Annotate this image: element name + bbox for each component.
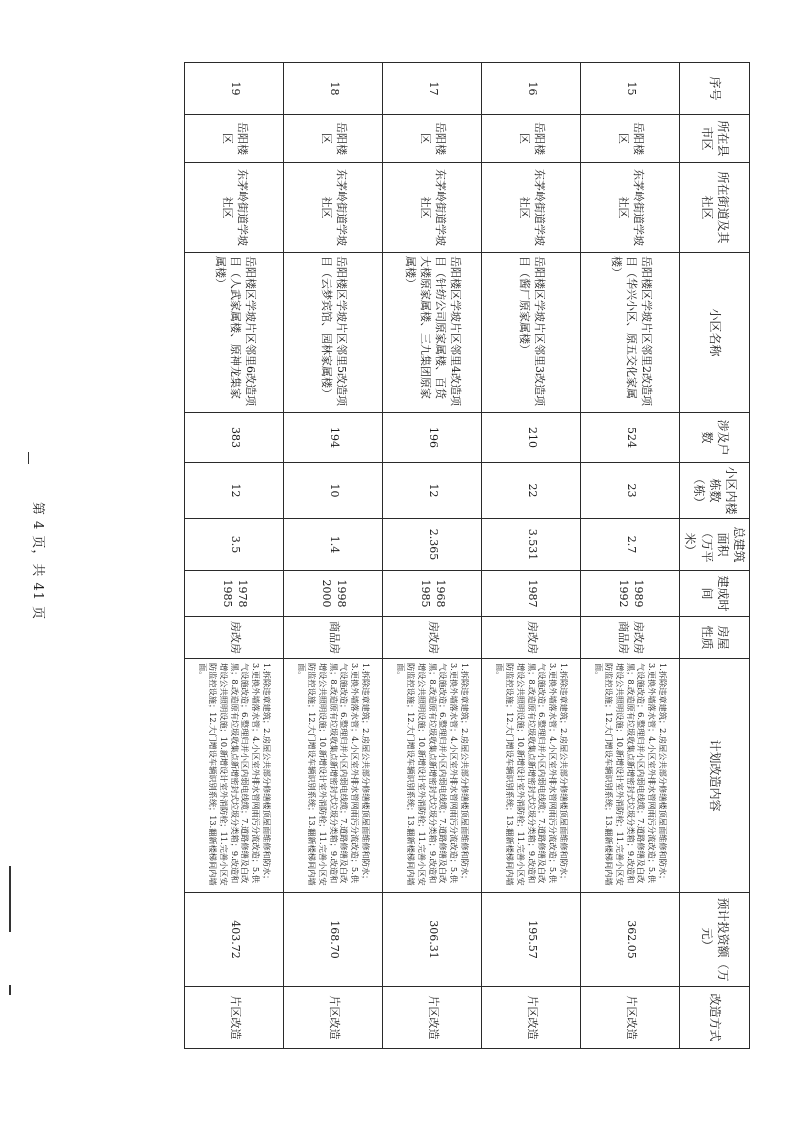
cell-built: 1998 2000 bbox=[284, 571, 383, 617]
scan-mark bbox=[9, 985, 11, 995]
cell-plan: 1.拆除违章建筑；2.房屋公共部分修缮楼顶屋面维修和防水；3.更换外墙落水管；4.小区室外排水管网雨污分流改造；5.供气设施改造；6.整理归并小区内弱电线缆；7.道路修缮及白改黑；8.改造原有垃圾收集点新增密封式垃圾分类箱；9.改造和增设公共照明设施；10.新增设计室外消防栓；11.完善小区安防监控设施；12.大门增设车辆识别系统；13.翻新楼梯间内墙面。 bbox=[581, 659, 680, 893]
cell-nature: 商品房 bbox=[284, 617, 383, 659]
cell-households: 196 bbox=[383, 413, 482, 463]
cell-investment: 403.72 bbox=[185, 893, 284, 987]
cell-buildings: 12 bbox=[383, 463, 482, 519]
cell-households: 383 bbox=[185, 413, 284, 463]
cell-nature: 房改房 bbox=[383, 617, 482, 659]
cell-nature: 房改房 bbox=[185, 617, 284, 659]
cell-area: 3.5 bbox=[185, 519, 284, 571]
cell-area: 1.4 bbox=[284, 519, 383, 571]
cell-seq: 15 bbox=[581, 63, 680, 115]
header-seq: 序号 bbox=[680, 63, 750, 115]
cell-method: 片区改造 bbox=[383, 987, 482, 1049]
cell-county: 岳阳楼区 bbox=[383, 115, 482, 163]
cell-street: 东茅岭街道学坡社区 bbox=[482, 163, 581, 253]
cell-investment: 306.31 bbox=[383, 893, 482, 987]
header-name: 小区名称 bbox=[680, 253, 750, 413]
table-header-row bbox=[680, 63, 750, 1049]
cell-method: 片区改造 bbox=[284, 987, 383, 1049]
cell-built: 1989 1992 bbox=[581, 571, 680, 617]
scan-mark bbox=[28, 452, 29, 464]
cell-investment: 195.57 bbox=[482, 893, 581, 987]
cell-nature: 房改房商品房 bbox=[581, 617, 680, 659]
cell-plan: 1.拆除违章建筑；2.房屋公共部分修缮楼顶屋面维修和防水；3.更换外墙落水管；4.小区室外排水管网雨污分流改造；5.供气设施改造；6.整理归并小区内弱电线缆；7.道路修缮及白改黑；8.改造原有垃圾收集点新增密封式垃圾分类箱；9.改造和增设公共照明设施；10.新增设计室外消防栓；11.完善小区安防监控设施；12.大门增设车辆识别系统；13.翻新楼梯间内墙面。 bbox=[383, 659, 482, 893]
cell-households: 210 bbox=[482, 413, 581, 463]
cell-plan: 1.拆除违章建筑；2.房屋公共部分修缮楼顶屋面维修和防水；3.更换外墙落水管；4.小区室外排水管网雨污分流改造；5.供气设施改造；6.整理归并小区内弱电线缆；7.道路修缮及白改黑；8.改造原有垃圾收集点新增密封式垃圾分类箱；9.改造和增设公共照明设施；10.新增设计室外消防栓；11.完善小区安防监控设施；12.大门增设车辆识别系统；13.翻新楼梯间内墙面。 bbox=[482, 659, 581, 893]
cell-street: 东茅岭街道学坡社区 bbox=[383, 163, 482, 253]
scan-mark bbox=[9, 866, 11, 932]
cell-street: 东茅岭街道学坡社区 bbox=[284, 163, 383, 253]
cell-county: 岳阳楼区 bbox=[482, 115, 581, 163]
table-row bbox=[284, 63, 383, 1049]
header-plan: 计划改造内容 bbox=[680, 659, 750, 893]
cell-investment: 168.70 bbox=[284, 893, 383, 987]
cell-area: 3.531 bbox=[482, 519, 581, 571]
cell-investment: 362.05 bbox=[581, 893, 680, 987]
table-body bbox=[185, 63, 680, 1049]
cell-name: 岳阳楼区学坡片区邻里4改造项目（针纺公司原家属楼、百货大楼原家属楼、三九集团原家属楼） bbox=[383, 253, 482, 413]
cell-county: 岳阳楼区 bbox=[185, 115, 284, 163]
cell-plan: 1.拆除违章建筑；2.房屋公共部分修缮楼顶屋面维修和防水；3.更换外墙落水管；4.小区室外排水管网雨污分流改造；5.供气设施改造；6.整理归并小区内弱电线缆；7.道路修缮及白改黑；8.改造原有垃圾收集点新增密封式垃圾分类箱；9.改造和增设公共照明设施；10.新增设计室外消防栓；11.完善小区安防监控设施；12.大门增设车辆识别系统；13.翻新楼梯间内墙面。 bbox=[284, 659, 383, 893]
cell-seq: 18 bbox=[284, 63, 383, 115]
cell-method: 片区改造 bbox=[482, 987, 581, 1049]
cell-plan: 1.拆除违章建筑；2.房屋公共部分修缮楼顶屋面维修和防水；3.更换外墙落水管；4.小区室外排水管网雨污分流改造；5.供气设施改造；6.整理归并小区内弱电线缆；7.道路修缮及白改黑；8.改造原有垃圾收集点新增密封式垃圾分类箱；9.改造和增设公共照明设施；10.新增设计室外消防栓；11.完善小区安防监控设施；12.大门增设车辆识别系统；13.翻新楼梯间内墙面。 bbox=[185, 659, 284, 893]
header-investment: 预计投资额（万元） bbox=[680, 893, 750, 987]
cell-built: 1987 bbox=[482, 571, 581, 617]
header-nature: 房屋性质 bbox=[680, 617, 750, 659]
header-buildings: 小区内楼栋数（栋） bbox=[680, 463, 750, 519]
cell-seq: 16 bbox=[482, 63, 581, 115]
cell-buildings: 12 bbox=[185, 463, 284, 519]
renovation-table bbox=[184, 62, 750, 1049]
cell-street: 东茅岭街道学坡社区 bbox=[185, 163, 284, 253]
cell-built: 1968 1985 bbox=[383, 571, 482, 617]
cell-seq: 19 bbox=[185, 63, 284, 115]
cell-name: 岳阳楼区学坡片区邻里5改造项目（云梦宾馆、园林家属楼） bbox=[284, 253, 383, 413]
header-area: 总建筑面积（万平米） bbox=[680, 519, 750, 571]
cell-street: 东茅岭街道学坡社区 bbox=[581, 163, 680, 253]
table-row bbox=[581, 63, 680, 1049]
cell-name: 岳阳楼区学坡片区邻里6改造项目（人武家属楼、原神龙集家属楼） bbox=[185, 253, 284, 413]
cell-area: 2.7 bbox=[581, 519, 680, 571]
cell-buildings: 10 bbox=[284, 463, 383, 519]
table-row bbox=[383, 63, 482, 1049]
cell-county: 岳阳楼区 bbox=[581, 115, 680, 163]
page-footer: 第 4 页，共 41 页 bbox=[30, 501, 45, 621]
cell-households: 524 bbox=[581, 413, 680, 463]
header-built: 建成时间 bbox=[680, 571, 750, 617]
cell-name: 岳阳楼区学坡片区邻里3改造项目（酱厂原家属楼） bbox=[482, 253, 581, 413]
cell-nature: 房改房 bbox=[482, 617, 581, 659]
cell-households: 194 bbox=[284, 413, 383, 463]
cell-seq: 17 bbox=[383, 63, 482, 115]
header-households: 涉及户数 bbox=[680, 413, 750, 463]
cell-area: 2.365 bbox=[383, 519, 482, 571]
cell-buildings: 23 bbox=[581, 463, 680, 519]
table-row bbox=[185, 63, 284, 1049]
header-county: 所在县市区 bbox=[680, 115, 750, 163]
cell-method: 片区改造 bbox=[185, 987, 284, 1049]
header-street: 所在街道及其社区 bbox=[680, 163, 750, 253]
cell-county: 岳阳楼区 bbox=[284, 115, 383, 163]
cell-method: 片区改造 bbox=[581, 987, 680, 1049]
cell-built: 1978 1985 bbox=[185, 571, 284, 617]
cell-buildings: 22 bbox=[482, 463, 581, 519]
table-row bbox=[482, 63, 581, 1049]
header-method: 改造方式 bbox=[680, 987, 750, 1049]
cell-name: 岳阳楼区学坡片区邻里2改造项目（华兴小区、原五交化家属楼） bbox=[581, 253, 680, 413]
